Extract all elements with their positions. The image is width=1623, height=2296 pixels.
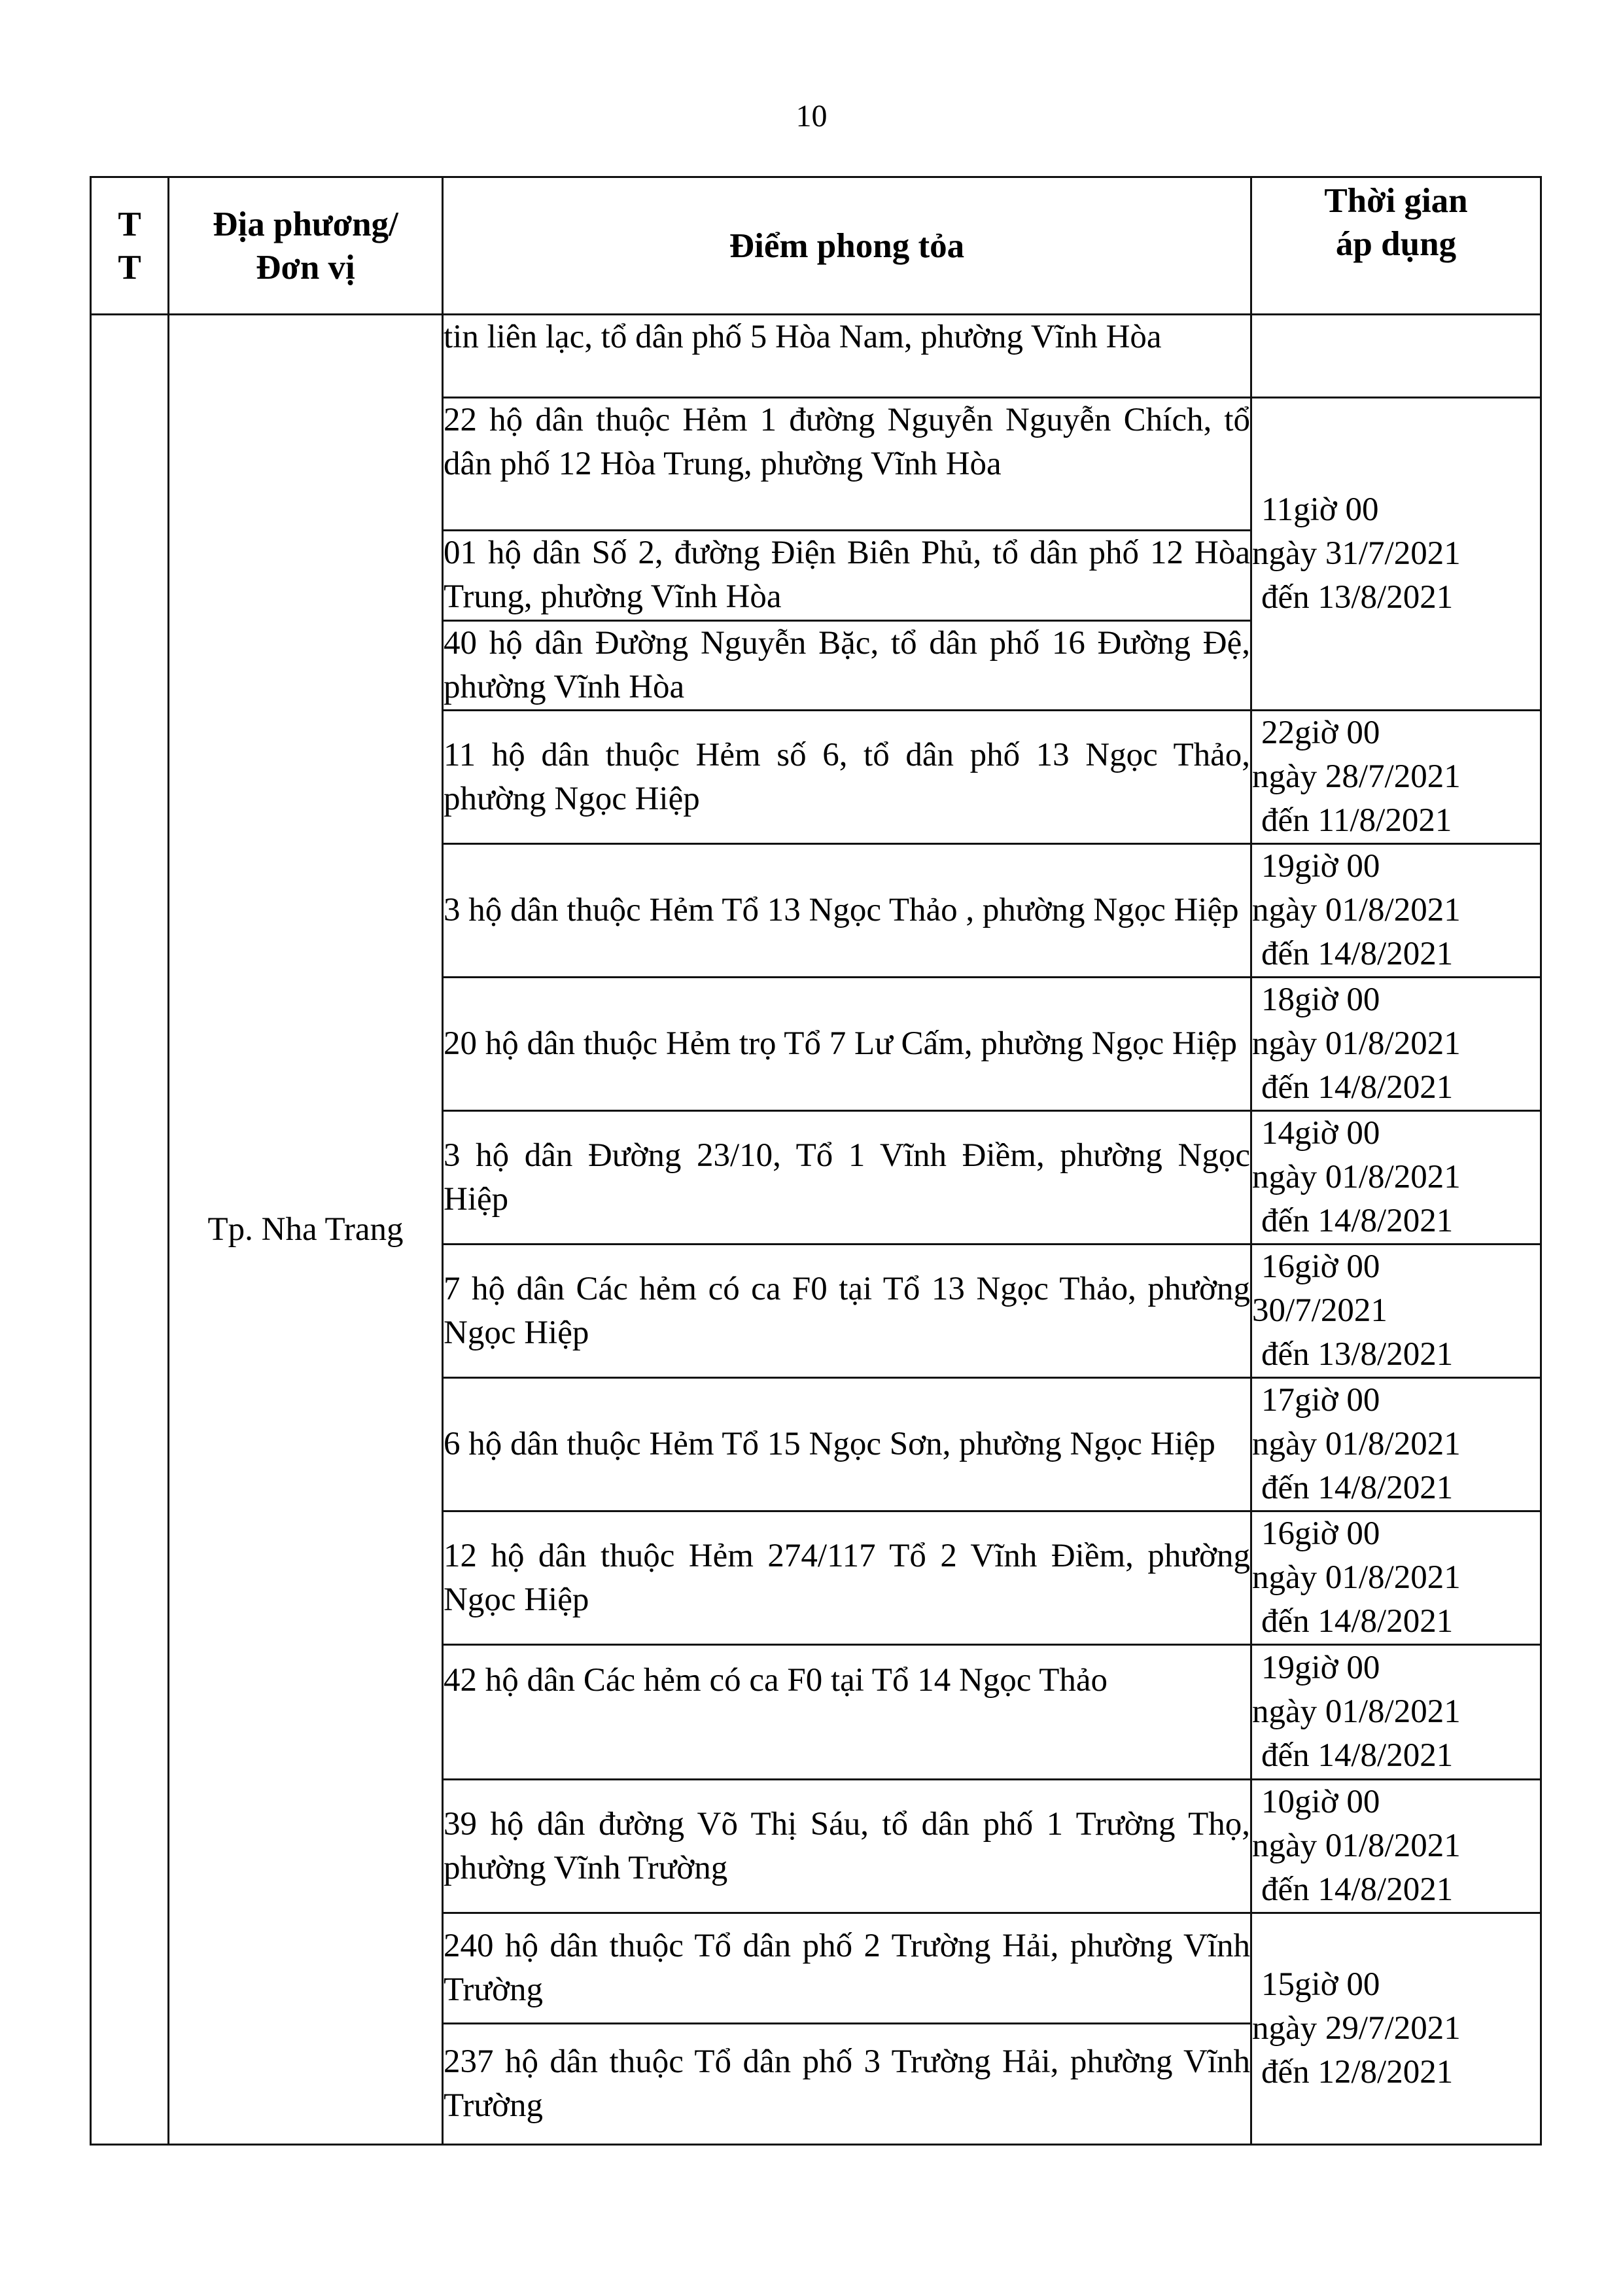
time-cell xyxy=(1251,844,1541,978)
time-cell xyxy=(1251,1645,1541,1780)
table-row xyxy=(91,315,1541,398)
time-start-date: ngày 01/8/2021 xyxy=(1252,1426,1461,1462)
point-cell: 20 hộ dân thuộc Hẻm trọ Tổ 7 Lư Cấm, phường Ngọc Hiệp xyxy=(443,978,1251,1111)
time-start-hour: 22giờ 00 xyxy=(1261,715,1380,751)
time-end-date: đến 14/8/2021 xyxy=(1261,1603,1454,1640)
point-cell: 22 hộ dân thuộc Hẻm 1 đường Nguyễn Nguyễn Chích, tổ dân phố 12 Hòa Trung, phường Vĩnh Hòa xyxy=(443,398,1251,531)
time-cell xyxy=(1251,1780,1541,1913)
header-locality-line1: Địa phương/ xyxy=(213,205,398,243)
time-cell xyxy=(1251,1111,1541,1245)
time-start-date: 30/7/2021 xyxy=(1252,1292,1387,1329)
point-cell: tin liên lạc, tổ dân phố 5 Hòa Nam, phường Vĩnh Hòa xyxy=(443,315,1251,398)
point-cell: 39 hộ dân đường Võ Thị Sáu, tổ dân phố 1 Trường Thọ, phường Vĩnh Trường xyxy=(443,1780,1251,1913)
point-cell: 237 hộ dân thuộc Tổ dân phố 3 Trường Hải, phường Vĩnh Trường xyxy=(443,2024,1251,2145)
time-start-date: ngày 01/8/2021 xyxy=(1252,1693,1461,1730)
header-lockdown-point: Điểm phong tỏa xyxy=(443,177,1251,315)
point-cell: 240 hộ dân thuộc Tổ dân phố 2 Trường Hải, phường Vĩnh Trường xyxy=(443,1913,1251,2024)
time-start-date: ngày 01/8/2021 xyxy=(1252,1159,1461,1195)
time-end-date: đến 11/8/2021 xyxy=(1261,802,1452,839)
time-cell xyxy=(1251,1245,1541,1378)
time-end-date: đến 14/8/2021 xyxy=(1261,1871,1454,1908)
header-tt xyxy=(91,177,169,315)
time-end-date: đến 14/8/2021 xyxy=(1261,1203,1454,1239)
time-start-hour: 18giờ 00 xyxy=(1261,981,1380,1018)
header-time xyxy=(1251,177,1541,315)
time-start-hour: 17giờ 00 xyxy=(1261,1382,1380,1419)
time-start-date: ngày 01/8/2021 xyxy=(1252,1025,1461,1062)
time-start-date: ngày 31/7/2021 xyxy=(1252,535,1461,572)
time-end-date: đến 13/8/2021 xyxy=(1261,1336,1454,1373)
time-cell xyxy=(1251,978,1541,1111)
time-start-hour: 10giờ 00 xyxy=(1261,1784,1380,1820)
point-cell: 11 hộ dân thuộc Hẻm số 6, tổ dân phố 13 Ngọc Thảo, phường Ngọc Hiệp xyxy=(443,711,1251,844)
point-cell: 12 hộ dân thuộc Hẻm 274/117 Tổ 2 Vĩnh Điềm, phường Ngọc Hiệp xyxy=(443,1511,1251,1645)
point-cell: 6 hộ dân thuộc Hẻm Tổ 15 Ngọc Sơn, phường Ngọc Hiệp xyxy=(443,1378,1251,1511)
time-start-date: ngày 01/8/2021 xyxy=(1252,1828,1461,1864)
time-start-hour: 19giờ 00 xyxy=(1261,848,1380,885)
page-number: 10 xyxy=(795,99,828,133)
header-tt-line2: T xyxy=(118,248,141,287)
time-cell xyxy=(1251,1378,1541,1511)
time-cell xyxy=(1251,398,1541,711)
time-start-hour: 16giờ 00 xyxy=(1261,1248,1380,1285)
time-end-date: đến 13/8/2021 xyxy=(1261,579,1454,616)
time-cell-empty xyxy=(1251,315,1541,398)
time-start-date: ngày 01/8/2021 xyxy=(1252,892,1461,928)
header-time-line2: áp dụng xyxy=(1335,225,1457,263)
time-end-date: đến 14/8/2021 xyxy=(1261,1069,1454,1106)
time-cell xyxy=(1251,711,1541,844)
time-start-date: ngày 29/7/2021 xyxy=(1252,2010,1461,2047)
time-start-hour: 16giờ 00 xyxy=(1261,1515,1380,1552)
locality-cell: Tp. Nha Trang xyxy=(169,315,443,2145)
header-row xyxy=(91,177,1541,315)
point-cell: 7 hộ dân Các hẻm có ca F0 tại Tổ 13 Ngọc Thảo, phường Ngọc Hiệp xyxy=(443,1245,1251,1378)
time-start-hour: 19giờ 00 xyxy=(1261,1650,1380,1686)
time-start-hour: 11giờ 00 xyxy=(1261,491,1379,528)
time-start-hour: 14giờ 00 xyxy=(1261,1115,1380,1152)
time-start-hour: 15giờ 00 xyxy=(1261,1966,1380,2003)
header-tt-line1: T xyxy=(118,205,141,243)
time-end-date: đến 14/8/2021 xyxy=(1261,1470,1454,1506)
time-cell xyxy=(1251,1511,1541,1645)
point-cell: 01 hộ dân Số 2, đường Điện Biên Phủ, tổ dân phố 12 Hòa Trung, phường Vĩnh Hòa xyxy=(443,531,1251,621)
lockdown-table xyxy=(90,176,1542,2146)
time-start-date: ngày 01/8/2021 xyxy=(1252,1559,1461,1596)
point-cell: 42 hộ dân Các hẻm có ca F0 tại Tổ 14 Ngọc Thảo xyxy=(443,1645,1251,1780)
time-cell xyxy=(1251,1913,1541,2145)
header-time-line1: Thời gian xyxy=(1324,182,1468,220)
header-locality-line2: Đơn vị xyxy=(256,248,355,287)
header-locality xyxy=(169,177,443,315)
tt-cell xyxy=(91,315,169,2145)
time-end-date: đến 12/8/2021 xyxy=(1261,2054,1454,2091)
point-cell: 40 hộ dân Đường Nguyễn Bặc, tổ dân phố 16 Đường Đệ, phường Vĩnh Hòa xyxy=(443,621,1251,711)
time-end-date: đến 14/8/2021 xyxy=(1261,936,1454,972)
time-end-date: đến 14/8/2021 xyxy=(1261,1737,1454,1774)
time-start-date: ngày 28/7/2021 xyxy=(1252,758,1461,795)
point-cell: 3 hộ dân Đường 23/10, Tổ 1 Vĩnh Điềm, phường Ngọc Hiệp xyxy=(443,1111,1251,1245)
point-cell: 3 hộ dân thuộc Hẻm Tổ 13 Ngọc Thảo , phường Ngọc Hiệp xyxy=(443,844,1251,978)
